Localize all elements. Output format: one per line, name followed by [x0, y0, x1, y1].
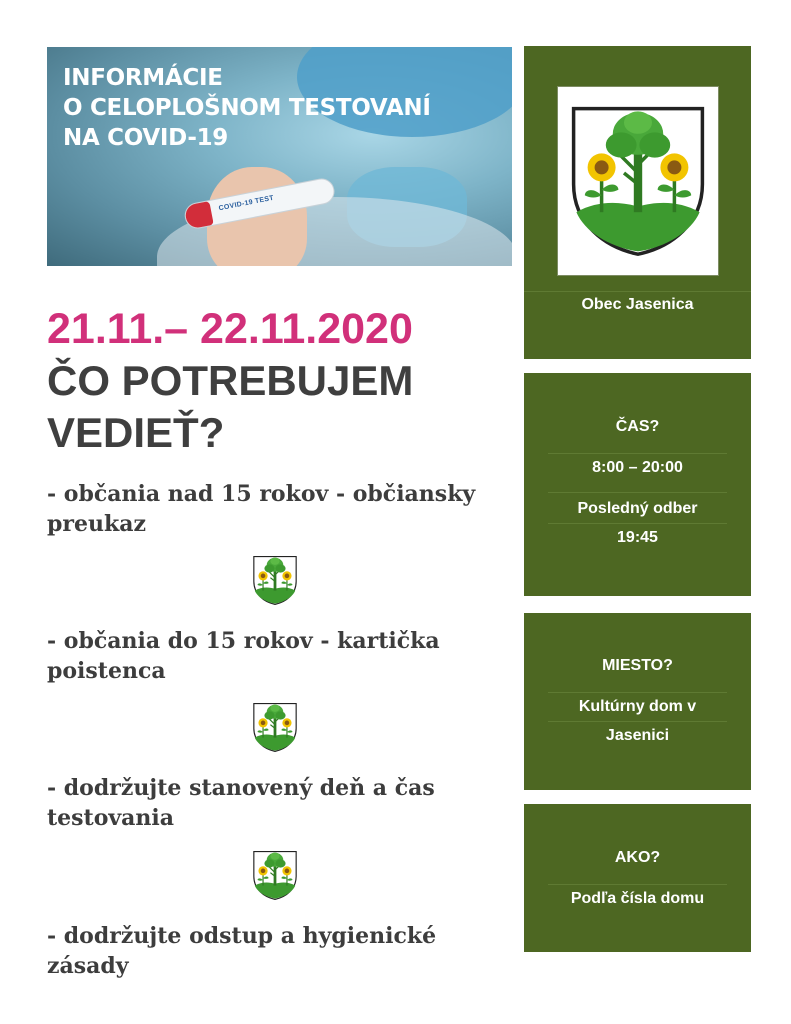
- place-heading: MIESTO?: [602, 657, 673, 674]
- jasenica-coat-of-arms-icon: [568, 95, 708, 265]
- how-value: Podľa čísla domu: [570, 890, 705, 907]
- requirement-item: - dodržujte stanovený deň a čas testovania: [47, 775, 435, 831]
- page-heading: [47, 355, 413, 459]
- time-hours: 8:00 – 20:00: [592, 459, 683, 476]
- how-heading: AKO?: [614, 849, 661, 866]
- jasenica-coat-of-arms-icon: [252, 554, 298, 606]
- jasenica-coat-of-arms-icon: [252, 701, 298, 753]
- page-heading-line: VEDIEŤ?: [47, 409, 225, 456]
- time-panel: [524, 373, 751, 596]
- municipality-name: Obec Jasenica: [581, 296, 694, 313]
- requirement-item: - dodržujte odstup a hygienické zásady: [47, 923, 437, 979]
- divider: [548, 492, 727, 493]
- banner-image: [47, 47, 512, 266]
- place-panel: [524, 613, 751, 790]
- requirement-item: - občania nad 15 rokov - občiansky preukaz: [47, 481, 476, 537]
- requirement-item: - občania do 15 rokov - kartička poistenca: [47, 628, 440, 684]
- how-panel: [524, 804, 751, 952]
- event-date: 21.11.– 22.11.2020: [47, 305, 413, 353]
- banner-title-line: O CELOPLOŠNOM TESTOVANÍ: [63, 95, 431, 121]
- last-sample-time: 19:45: [617, 529, 658, 546]
- place-value-line: Jasenici: [605, 727, 670, 744]
- crest-frame: [557, 86, 719, 276]
- banner-title-line: NA COVID-19: [63, 125, 228, 151]
- time-heading: ČAS?: [615, 418, 660, 435]
- place-value-line: Kultúrny dom v: [578, 698, 697, 715]
- banner-title-line: INFORMÁCIE: [63, 65, 223, 91]
- jasenica-coat-of-arms-icon: [252, 849, 298, 901]
- banner-title: [63, 63, 431, 153]
- test-tube-cap: [184, 201, 214, 230]
- last-sample-label: Posledný odber: [577, 500, 698, 517]
- page-heading-line: ČO POTREBUJEM: [47, 357, 414, 404]
- test-tube-label: COVID-19 TEST: [218, 194, 275, 213]
